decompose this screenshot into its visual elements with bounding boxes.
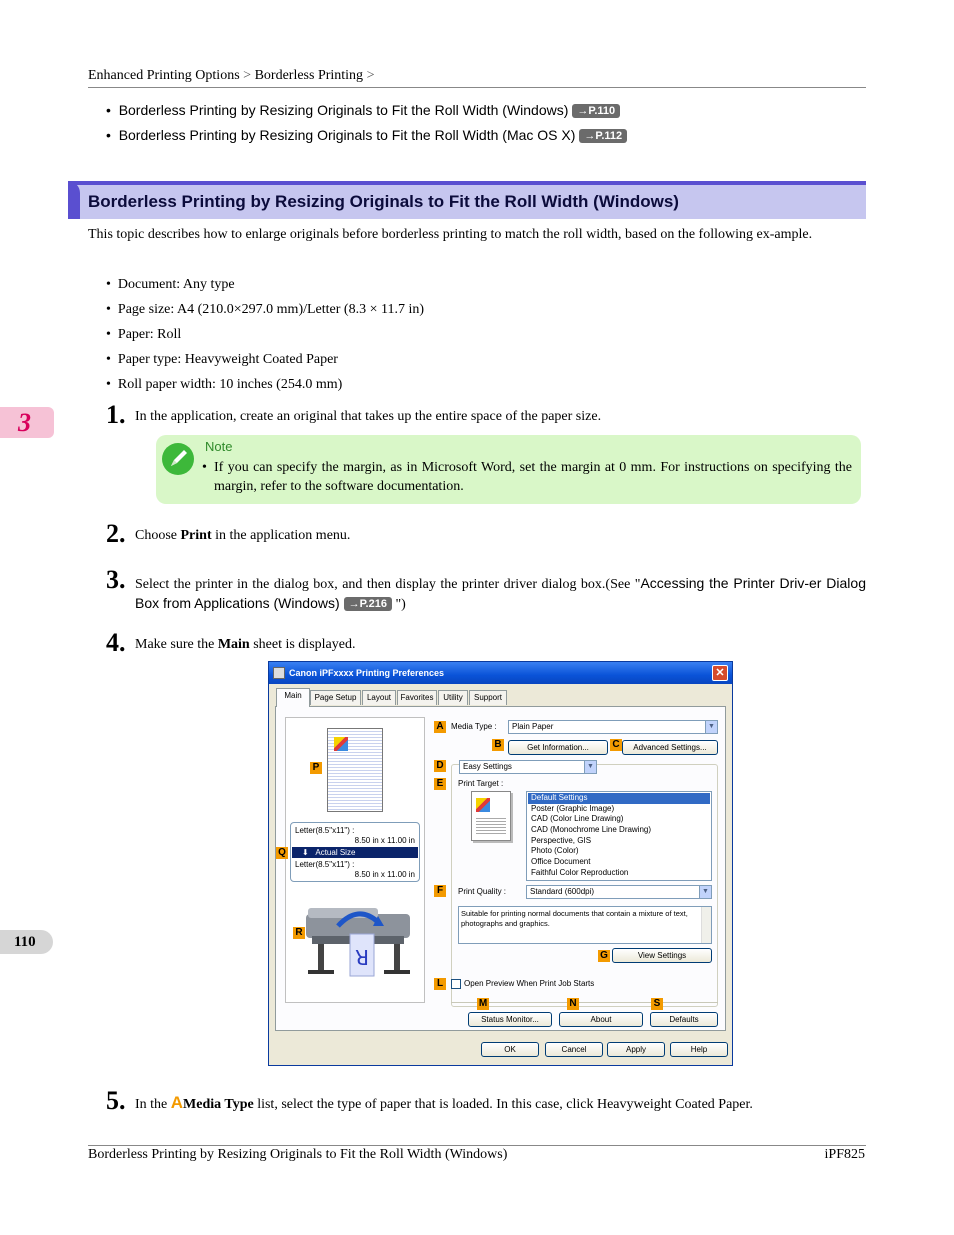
print-target-list[interactable] (526, 791, 712, 881)
chapter-number: 3 (18, 408, 31, 437)
original-size-value: 8.50 in x 11.00 in (354, 836, 415, 845)
page-ref-badge[interactable]: →P.110 (572, 104, 620, 118)
description-box (458, 906, 712, 944)
help-button[interactable]: Help (670, 1042, 728, 1057)
list-item[interactable]: Default Settings (528, 793, 710, 804)
list-item: • Document: Any type (106, 277, 235, 292)
step-text: Choose Print in the application menu. (135, 528, 351, 543)
target-thumbnail (471, 791, 511, 841)
ui-term: Media Type (183, 1097, 254, 1112)
bullet: • (106, 127, 119, 143)
about-button[interactable]: About (559, 1012, 643, 1027)
intro-paragraph: This topic describes how to enlarge originals before borderless printing to match the roll width, based on the following ex-ample. (88, 227, 813, 242)
dialog-titlebar (269, 662, 732, 684)
callout-q: Q (276, 847, 288, 859)
list-item: • Page size: A4 (210.0×297.0 mm)/Letter (8.3 × 11.7 in) (106, 302, 425, 317)
original-size-label: Letter(8.5"x11") : (295, 826, 355, 835)
step-number: 3. (106, 565, 126, 594)
bottom-divider (451, 1002, 718, 1003)
page-ref-badge[interactable]: →P.216 (344, 597, 392, 611)
apply-button[interactable]: Apply (607, 1042, 665, 1057)
chevron-down-icon: ▼ (699, 886, 711, 898)
callout-r: R (293, 927, 305, 939)
pencil-icon (162, 443, 194, 475)
callout-d: D (434, 760, 446, 772)
footer-model: iPF825 (824, 1147, 865, 1162)
ok-button[interactable]: OK (481, 1042, 539, 1057)
callout-b: B (492, 739, 504, 751)
arrow-down-icon: ⬇ (302, 848, 309, 857)
ui-term: Print (180, 528, 212, 543)
link-text[interactable]: Borderless Printing by Resizing Originals to Fit the Roll Width (Mac OS X) (118, 127, 576, 143)
callout-letter-a: A (170, 1093, 184, 1112)
list-item: • Paper: Roll (106, 327, 182, 342)
step-number: 1. (106, 400, 126, 429)
page-number: 110 (14, 934, 36, 950)
media-type-select[interactable]: Plain Paper ▼ (508, 720, 718, 734)
header-rule (88, 87, 866, 88)
mode-select[interactable]: Easy Settings ▼ (459, 760, 597, 774)
chapter-tab[interactable] (0, 407, 54, 438)
note-title: Note (205, 439, 233, 454)
output-size-label: Letter(8.5"x11") : (295, 860, 355, 869)
cancel-button[interactable]: Cancel (545, 1042, 603, 1057)
thumbnail-image-icon (476, 798, 490, 812)
chevron-down-icon: ▼ (584, 761, 596, 773)
preview-image-icon (334, 737, 348, 751)
step-text: Select the printer in the dialog box, and then display the printer driver dialog box.(See "Accessing the Printer Driv-er Dialog Box from Applications (Windows) →P.216 ") (135, 575, 866, 612)
link-item[interactable] (106, 126, 627, 144)
step-number: 4. (106, 628, 126, 657)
list-item[interactable]: CAD (Monochrome Line Drawing) (531, 825, 652, 835)
breadcrumb-link-borderless[interactable]: Borderless Printing (254, 68, 364, 83)
breadcrumb-separator: > (366, 68, 375, 83)
preview-area (285, 717, 425, 1003)
page-preview (327, 728, 383, 812)
callout-m: M (478, 998, 488, 1009)
bullet: • (106, 102, 119, 118)
callout-s: S (651, 998, 663, 1010)
page-number-tab (0, 930, 53, 954)
tab-favorites[interactable]: Favorites (397, 690, 437, 705)
bullet-list (106, 272, 424, 397)
breadcrumb-separator: > (243, 68, 252, 83)
list-item[interactable]: Faithful Color Reproduction (531, 867, 629, 877)
step-number: 2. (106, 519, 126, 548)
list-item: • Roll paper width: 10 inches (254.0 mm) (106, 377, 343, 392)
footer-title: Borderless Printing by Resizing Originals to Fit the Roll Width (Windows) (88, 1147, 508, 1162)
print-quality-label: Print Quality : (458, 887, 507, 896)
tab-page-setup[interactable]: Page Setup (310, 690, 361, 705)
callout-e: E (434, 778, 446, 790)
print-target-label: Print Target : (458, 779, 504, 788)
print-quality-select[interactable]: Standard (600dpi) ▼ (526, 885, 712, 899)
callout-c: C (610, 739, 622, 751)
callout-f: F (434, 885, 446, 897)
scaling-bar (292, 847, 418, 858)
close-button[interactable]: ✕ (712, 665, 728, 681)
list-item[interactable]: Office Document (531, 857, 591, 867)
list-item[interactable]: CAD (Color Line Drawing) (531, 814, 624, 824)
note-box (156, 435, 861, 504)
section-title: Borderless Printing by Resizing Originals to Fit the Roll Width (Windows) (88, 192, 679, 211)
description-text: Suitable for printing normal documents that contain a mixture of text, photographs and graphics. (461, 909, 688, 928)
printing-preferences-dialog (268, 661, 733, 1066)
tab-main[interactable]: Main (276, 688, 310, 707)
main-tab-panel (275, 706, 726, 1031)
size-info-box (290, 822, 420, 882)
open-preview-label: Open Preview When Print Job Starts (464, 979, 595, 988)
cross-ref-link[interactable]: Accessing the Printer Driv-er Dialog Box from Applications (Windows) (135, 575, 866, 611)
defaults-button[interactable]: Defaults (650, 1012, 718, 1027)
step-text: Make sure the Main sheet is displayed. (135, 637, 356, 652)
list-item[interactable]: Poster (Graphic Image) (531, 803, 615, 813)
tab-layout[interactable]: Layout (362, 690, 396, 705)
heading-accent (68, 181, 80, 219)
open-preview-checkbox[interactable] (451, 979, 461, 989)
output-size-value: 8.50 in x 11.00 in (354, 870, 415, 879)
printer-icon (273, 667, 285, 679)
breadcrumb (88, 67, 374, 85)
callout-l: L (434, 978, 446, 990)
get-information-button[interactable]: Get Information... (508, 740, 608, 755)
media-type-label: Media Type : (451, 722, 497, 731)
step-text: In the application, create an original that takes up the entire space of the paper size. (135, 409, 602, 424)
step-number: 5. (106, 1086, 126, 1115)
advanced-settings-button[interactable]: Advanced Settings... (622, 740, 718, 755)
tab-utility[interactable]: Utility (438, 690, 468, 705)
note-text: If you can specify the margin, as in Microsoft Word, set the margin at 0 mm. For instructions on specifying the margin, refer to the software documentation. (214, 460, 852, 494)
list-item: • Paper type: Heavyweight Coated Paper (106, 352, 338, 367)
view-settings-button[interactable]: View Settings (612, 948, 712, 963)
link-text[interactable]: Borderless Printing by Resizing Originals to Fit the Roll Width (Windows) (118, 102, 569, 118)
link-item[interactable] (106, 101, 620, 119)
callout-p: P (310, 762, 322, 774)
note-bullet: • (202, 460, 207, 475)
section-heading-bar (68, 181, 866, 219)
list-item[interactable]: Photo (Color) (531, 846, 579, 856)
callout-a: A (434, 721, 446, 733)
dialog-title: Canon iPFxxxx Printing Preferences (289, 668, 445, 678)
scrollbar[interactable] (701, 907, 711, 943)
callout-g: G (598, 950, 610, 962)
printer-illustration (298, 896, 418, 978)
scaling-label: Actual Size (315, 848, 356, 857)
chevron-down-icon: ▼ (705, 721, 717, 733)
breadcrumb-link-enhanced[interactable]: Enhanced Printing Options (88, 68, 240, 83)
ui-term: Main (217, 637, 250, 652)
page-ref-badge[interactable]: →P.112 (579, 129, 627, 143)
svg-text:R: R (355, 945, 369, 969)
status-monitor-button[interactable]: Status Monitor... (468, 1012, 552, 1027)
step-text: In the AMedia Type list, select the type of paper that is loaded. In this case, click Heavyweight Coated Paper. (135, 1093, 753, 1112)
list-item[interactable]: Perspective, GIS (531, 835, 592, 845)
tab-support[interactable]: Support (469, 690, 507, 705)
callout-n: N (567, 998, 579, 1010)
